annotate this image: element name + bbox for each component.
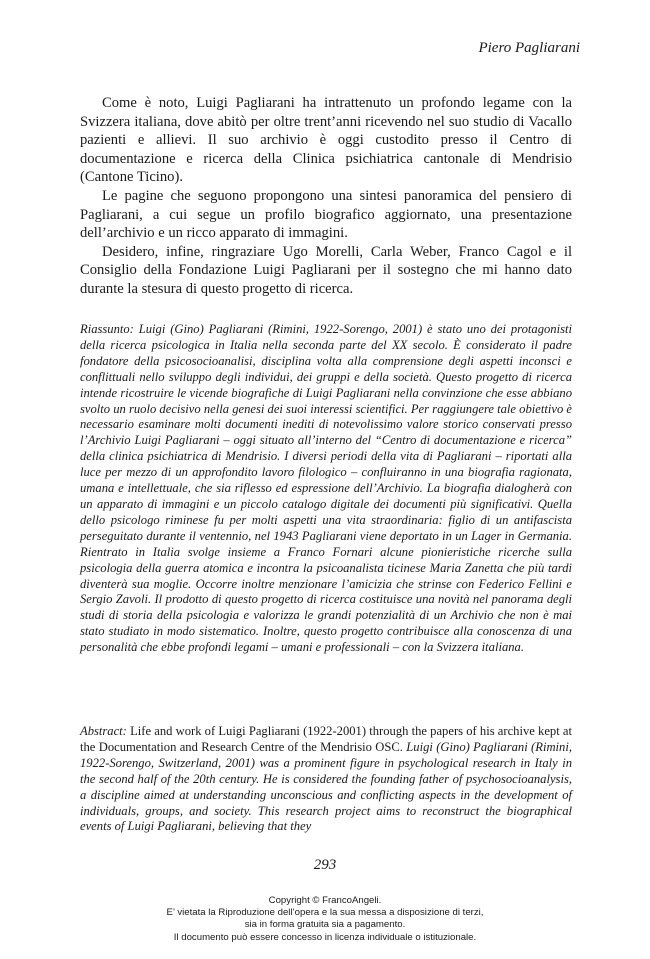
copyright-line: Copyright © FrancoAngeli.: [268, 895, 382, 906]
abstract-roman-text: Life and work of Luigi Pagliarani (1922-2001) through the papers of his archive kept at the Documentation and Research Centre of the Mendrisio OSC.: [80, 724, 572, 754]
intro-paragraph: Desidero, infine, ringraziare Ugo Morelli, Carla Weber, Franco Cagol e il Consiglio della Fondazione Luigi Pagliarani per il sostegno che mi hanno dato durante la stesura di questo progetto di ricerca.: [80, 243, 572, 297]
copyright-line: Il documento può essere concesso in licenza individuale o istituzionale.: [173, 931, 477, 943]
intro-paragraph: Come è noto, Luigi Pagliarani ha intrattenuto un profondo legame con la Svizzera italiana, dove abitò per oltre trent’anni ricevendo nel suo studio di Vacallo pazienti e allievi. Il suo archivio è oggi custodito presso il Centro di documentazione e ricerca della Clinica psichiatrica cantonale di Mendrisio (Cantone Ticino).: [80, 95, 572, 186]
page-number: 293: [313, 857, 337, 873]
copyright-line: E’ vietata la Riproduzione dell’opera e la sua messa a disposizione di terzi,: [166, 907, 484, 919]
copyright-notice: [0, 895, 650, 944]
riassunto-paragraph: Riassunto: Luigi (Gino) Pagliarani (Rimini, 1922-Sorengo, 2001) è stato uno dei protagonisti della ricerca psicologica in Italia nella seconda parte del XX secolo. È considerato il padre fondatore della psicosocioanalisi, disciplina volta alla comprensione degli aspetti inconsci e conflittuali nello sviluppo degli individui, dei gruppi e della società. Questo progetto di ricerca intende ricostruire le vicende biografiche di Luigi Pagliarani nella convinzione che esse abbiano svolto un ruolo decisivo nella genesi dei suoi interessi scientifici. Per raggiungere tale obiettivo è necessario esaminare molti documenti inediti di notevolissimo valore storico conservati presso l’Archivio Luigi Pagliarani – oggi situato all’interno del “Centro di documentazione e ricerca” della clinica psichiatrica di Mendrisio. I diversi periodi della vita di Pagliarani – riportati alla luce per mezzo di un approfondito lavoro filologico – confluiranno in una biografia ragionata, umana e intellettuale, che sia riflesso ed espressione dell’Archivio. La biografia dialogherà con un apparato di immagini e un piccolo catalogo digitale dei documenti più significativi. Quella dello psicologo riminese fu per molti aspetti una vita straordinaria: figlio di un antifascista perseguitato durante il ventennio, nel 1943 Pagliarani viene deportato in un Lager in Germania. Rientrato in Italia svolge insieme a Franco Fornari alcune pionieristiche ricerche sulla psicologia della guerra atomica e incontra la psicoanalista ticinese Maria Zanetta che più tardi diventerà sua moglie. Occorre inoltre menzionare l’amicizia che strinse con Federico Fellini e Sergio Zavoli. Il prodotto di questo progetto di ricerca costituisce una novità nel panorama degli studi di storia della psicologia e valorizza le grandi potenzialità di un Archivio che non è mai stato studiato in modo sistematico. Inoltre, questo progetto contribuisce alla conoscenza di una personalità che ebbe profondi legami – umani e professionali – con la Svizzera italiana.: [80, 322, 572, 655]
running-header: Piero Pagliarani: [478, 40, 580, 56]
introduction-text: [80, 94, 572, 299]
copyright-line: sia in forma gratuita sia a pagamento.: [244, 919, 406, 931]
intro-paragraph: Le pagine che seguono propongono una sintesi panoramica del pensiero di Pagliarani, a cui segue un profilo biografico aggiornato, una presentazione dell’archivio e un ricco apparato di immagini.: [80, 187, 572, 242]
abstract-italic-text: Luigi (Gino) Pagliarani (Rimini, 1922-Sorengo, Switzerland, 2001) was a prominent figure in psychological research in Italy in the second half of the 20th century. He is considered the founding father of psychosocioanalysis, a discipline aimed at understanding unconscious and conflicting aspects in the development of individuals, groups, and society. This research project aims to reconstruct the biographical events of Luigi Pagliarani, believing that they: [80, 739, 572, 834]
abstract-label: Abstract:: [80, 724, 127, 738]
abstract-paragraph: [80, 724, 572, 835]
